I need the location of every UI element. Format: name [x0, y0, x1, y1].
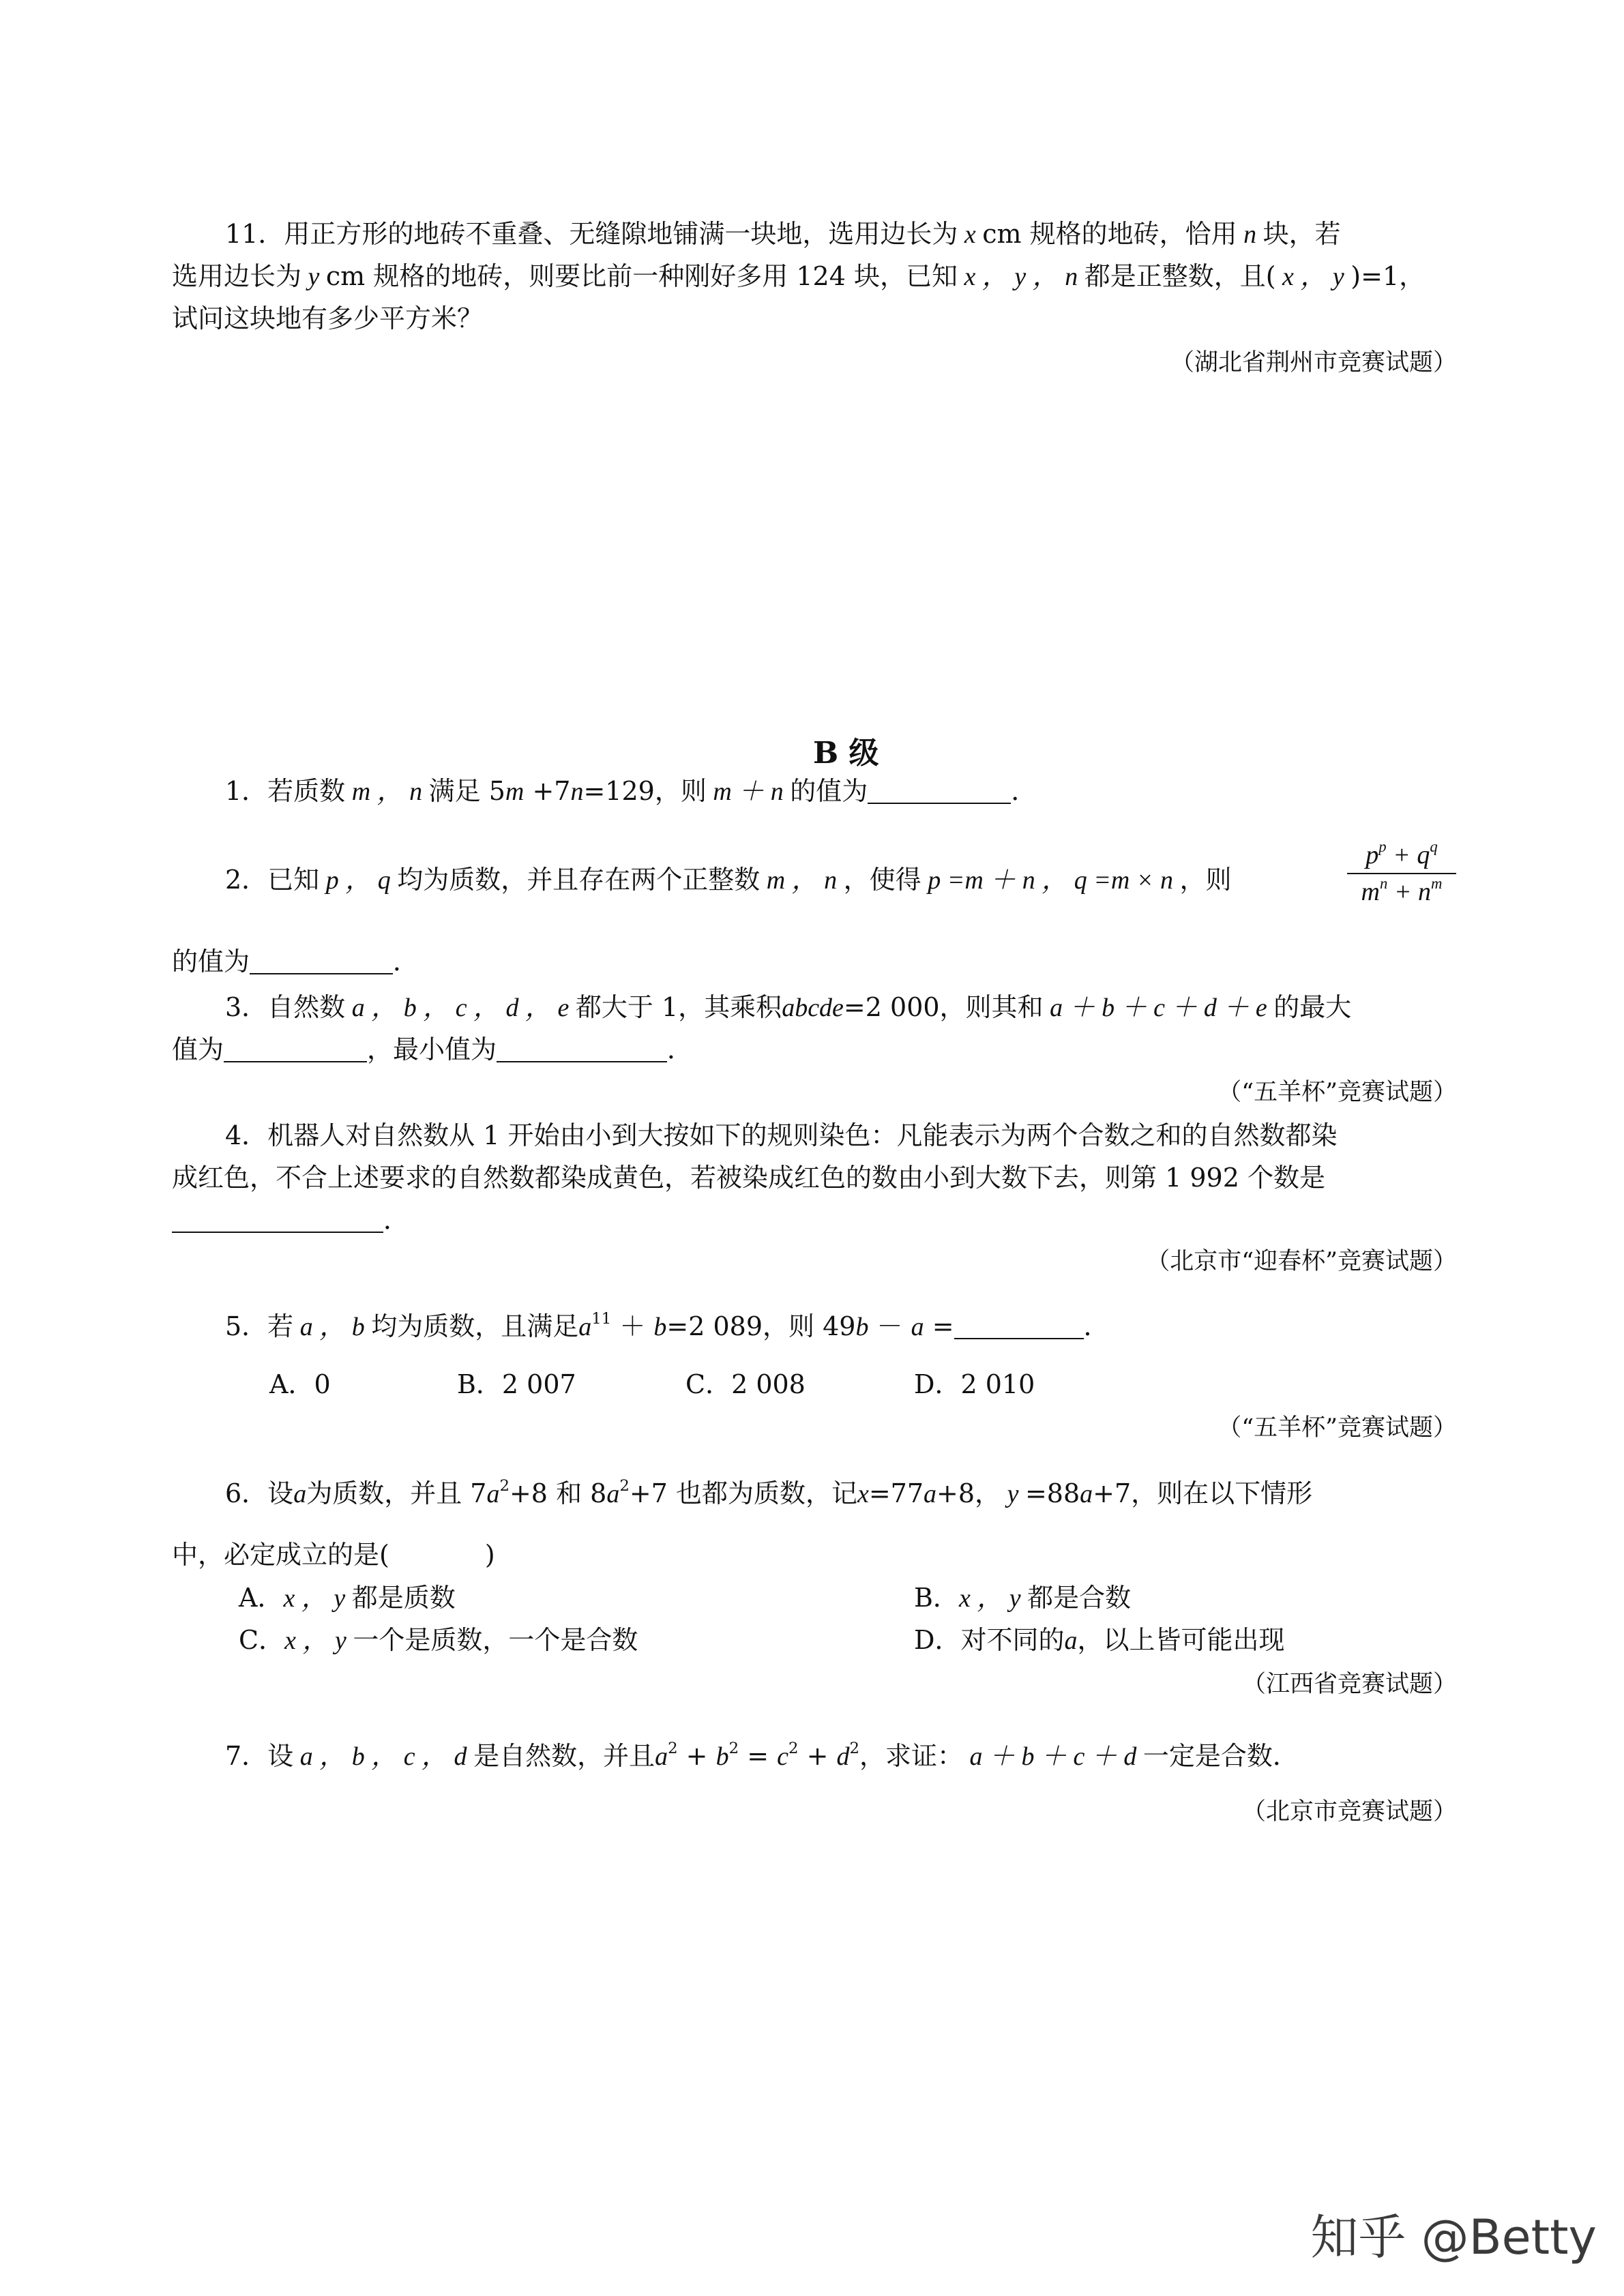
b6-option-b: B．x ， y 都是合数 [914, 1583, 1132, 1613]
var-a: a [578, 1313, 592, 1341]
b-problem-6-source: （江西省竞赛试题） [1241, 1671, 1457, 1698]
b6-option-a: A．x ， y 都是质数 [239, 1583, 456, 1613]
b-problem-4-line-2: 成红色，不合上述要求的自然数都染成黄色，若被染成红色的数由小到大数下去，则第 1 992 个数是 [172, 1163, 1325, 1193]
b-problem-5-source: （“五羊杯”竞赛试题） [1217, 1414, 1457, 1442]
var-x: x [857, 1480, 869, 1508]
b-problem-3-line-2: 值为 ，最小值为 ． [172, 1034, 694, 1064]
fraction-expression [1347, 837, 1456, 907]
var-a: a [486, 1480, 500, 1508]
b6-option-c: C．x ， y 一个是质数，一个是合数 [239, 1625, 638, 1655]
var-xy: x ， y [1275, 263, 1351, 291]
b5-option-d: D．2 010 [914, 1369, 1035, 1399]
var-x-y: x ， y [283, 1584, 352, 1613]
answer-blank-min [497, 1037, 667, 1062]
var-a-b: a ， b [293, 1313, 372, 1341]
answer-blank [250, 949, 393, 974]
fraction-denominator: $m^n + n^m$ [1361, 874, 1443, 906]
section-b-heading: B 级 [813, 736, 879, 771]
var-n: n [1237, 220, 1263, 249]
problem-11-line-3: 试问这块地有多少平方米？ [172, 303, 484, 333]
expr-pq: p =m ＋ n ， q =m × n [921, 866, 1180, 895]
var-m-plus-n: m ＋ n [706, 777, 791, 806]
var-b: b [653, 1313, 667, 1341]
var-n: n [570, 777, 584, 806]
fraction-numerator: $p^p + q^q$ [1365, 837, 1438, 869]
var-a: a [606, 1480, 620, 1508]
problem-11-line-2: 选用边长为 y cm 规格的地砖，则要比前一种刚好多用 124 块，已知 x ， y ， n 都是正整数，且( x ， y )=1， [172, 261, 1426, 291]
var-a: a [1080, 1480, 1093, 1508]
watermark-text: 知乎 @Betty [1310, 2209, 1597, 2265]
var-b: b [715, 1742, 729, 1771]
b-problem-4-source: （北京市“迎春杯”竞赛试题） [1146, 1248, 1457, 1275]
var-y: y [301, 263, 326, 291]
answer-blank [954, 1313, 1084, 1339]
problem-11-line-1: 11．用正方形的地砖不重叠、无缝隙地铺满一块地，选用边长为 x cm 规格的地砖，恰用 n 块，若 [225, 219, 1341, 249]
b-problem-6-line-1: 6．设a为质数，并且 $7a^2+8$ 和 $8a^2+7$ 也都为质数，记x=77a+8， y =88a+7，则在以下情形 [225, 1476, 1313, 1508]
answer-blank-max [224, 1037, 367, 1062]
var-x-y: x ， y [284, 1626, 353, 1655]
var-p-q: p ， q [319, 866, 398, 895]
var-a: a [1064, 1626, 1078, 1655]
var-abcd: a ， b ， c ， d [293, 1742, 474, 1771]
var-m-n: m ， n [345, 777, 429, 806]
var-x: x [958, 220, 983, 249]
var-product: abcde [782, 994, 844, 1022]
answer-blank [868, 778, 1011, 804]
answer-blank [172, 1207, 383, 1233]
fraction-bar [1347, 873, 1456, 874]
b5-option-a: A．0 [269, 1369, 331, 1399]
b-problem-2-line-1: 2．已知 p ， q 均为质数，并且存在两个正整数 m ， n ，使得 p =m ＋ n ， q =m × n ，则 [225, 865, 1232, 895]
b-problem-5: 5．若 a ， b 均为质数，且满足$a^{11} + b=2$ 089，则 49b － a = ． [225, 1309, 1110, 1341]
b-problem-3-source: （“五羊杯”竞赛试题） [1217, 1079, 1457, 1106]
var-a: a [924, 1480, 937, 1508]
var-xyn: x ， y ， n [957, 263, 1084, 291]
b-problem-3-line-1: 3．自然数 a ， b ， c ， d ， e 都大于 1，其乘积abcde=2 000，则其和 a ＋ b ＋ c ＋ d ＋ e 的最大 [225, 992, 1352, 1022]
var-a: a [911, 1313, 924, 1341]
problem-11-source: （湖北省荆州市竞赛试题） [1170, 349, 1457, 376]
var-c: c [777, 1742, 788, 1771]
var-x-y: x ， y [958, 1584, 1028, 1613]
var-m-n: m ， n [760, 866, 844, 895]
b-problem-6-line-2: 中，必定成立的是( ) [172, 1540, 495, 1570]
expr-sum: a ＋ b ＋ c ＋ d [963, 1742, 1143, 1771]
b-problem-7-source: （北京市竞赛试题） [1241, 1798, 1457, 1825]
var-y: y [1001, 1480, 1025, 1508]
var-a: a [655, 1742, 668, 1771]
b5-option-b: B．2 007 [457, 1369, 576, 1399]
b5-option-c: C．2 008 [685, 1369, 806, 1399]
expr-sum: a ＋ b ＋ c ＋ d ＋ e [1043, 994, 1274, 1022]
b-problem-1: 1．若质数 m ， n 满足 5m +7n=129，则 m ＋ n 的值为 ． [225, 776, 1037, 806]
var-abcde: a ， b ， c ， d ， e [345, 994, 576, 1022]
b-problem-4-line-3: ． [172, 1203, 409, 1237]
var-m: m [505, 777, 525, 806]
var-d: d [836, 1742, 850, 1771]
var-b: b [855, 1313, 869, 1341]
var-a: a [293, 1480, 307, 1508]
b-problem-4-line-1: 4．机器人对自然数从 1 开始由小到大按如下的规则染色：凡能表示为两个合数之和的自然数都染 [225, 1120, 1338, 1150]
b6-option-d: D．对不同的a，以上皆可能出现 [914, 1625, 1285, 1655]
b-problem-7: 7．设 a ， b ， c ， d 是自然数，并且$a^2 + b^2 = c^2 + d^2$，求证： a ＋ b ＋ c ＋ d 一定是合数． [225, 1739, 1299, 1771]
b-problem-2-line-2: 的值为 ． [172, 946, 419, 976]
